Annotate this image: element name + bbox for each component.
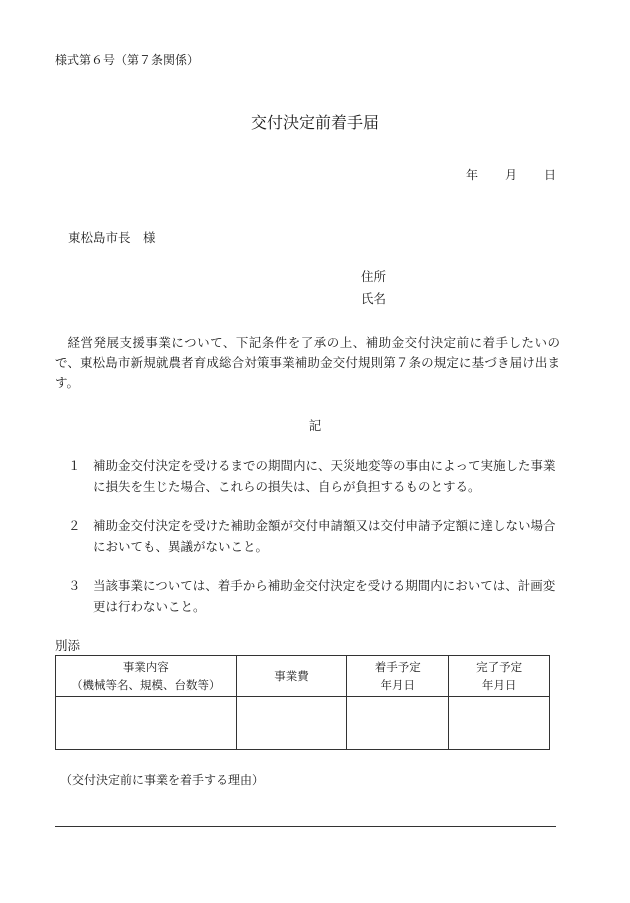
reason-line[interactable] xyxy=(55,826,556,827)
column-header-end xyxy=(449,656,550,697)
date-line xyxy=(466,166,556,183)
header-line: 年月日 xyxy=(380,678,416,692)
header-line: 事業内容 xyxy=(122,660,169,674)
cell-end[interactable] xyxy=(449,697,550,750)
name-label: 氏名 xyxy=(361,291,387,306)
condition-text: 補助金交付決定を受けるまでの期間内に、天災地変等の事由によって実施した事業に損失を生じた場合、これらの損失は、自らが負担するものとする。 xyxy=(93,458,556,494)
intro-paragraph xyxy=(55,333,560,393)
condition-number: ３ xyxy=(68,578,81,593)
condition-item xyxy=(68,515,560,557)
header-line: 完了予定 xyxy=(476,660,523,674)
condition-text: 補助金交付決定を受けた補助金額が交付申請額又は交付申請予定額に達しない場合においても、異議がないこと。 xyxy=(93,518,556,554)
reason-label: （交付決定前に事業を着手する理由） xyxy=(60,773,265,787)
intro-text: 経営発展支援事業について、下記条件を了承の上、補助金交付決定前に着手したいので、東松島市新規就農者育成総合対策事業補助金交付規則第７条の規定に基づき届け出ます。 xyxy=(55,335,560,390)
form-number: 様式第６号（第７条関係） xyxy=(55,53,200,67)
document-title: 交付決定前着手届 xyxy=(250,113,379,132)
table-row xyxy=(56,697,550,750)
column-header-cost xyxy=(236,656,347,697)
condition-number: １ xyxy=(68,458,81,473)
address-label: 住所 xyxy=(361,269,387,284)
condition-item xyxy=(68,575,560,617)
cell-content[interactable] xyxy=(56,697,237,750)
condition-text: 当該事業については、着手から補助金交付決定を受ける期間内においては、計画変更は行わないこと。 xyxy=(93,578,556,614)
header-line: 着手予定 xyxy=(374,660,421,674)
date-day: 日 xyxy=(544,168,557,182)
header-line: 事業費 xyxy=(274,669,309,683)
condition-number: ２ xyxy=(68,518,81,533)
column-header-start xyxy=(347,656,449,697)
date-month: 月 xyxy=(505,168,518,182)
condition-item xyxy=(68,455,560,497)
cell-cost[interactable] xyxy=(236,697,347,750)
schedule-table xyxy=(55,655,550,750)
ki-heading: 記 xyxy=(308,418,322,433)
column-header-content xyxy=(56,656,237,697)
appendix-label: 別添 xyxy=(55,638,81,653)
header-line: 年月日 xyxy=(481,678,517,692)
cell-start[interactable] xyxy=(347,697,449,750)
date-year: 年 xyxy=(466,168,479,182)
header-line: （機械等名、規模、台数等） xyxy=(71,678,221,692)
addressee: 東松島市長 様 xyxy=(68,230,156,245)
